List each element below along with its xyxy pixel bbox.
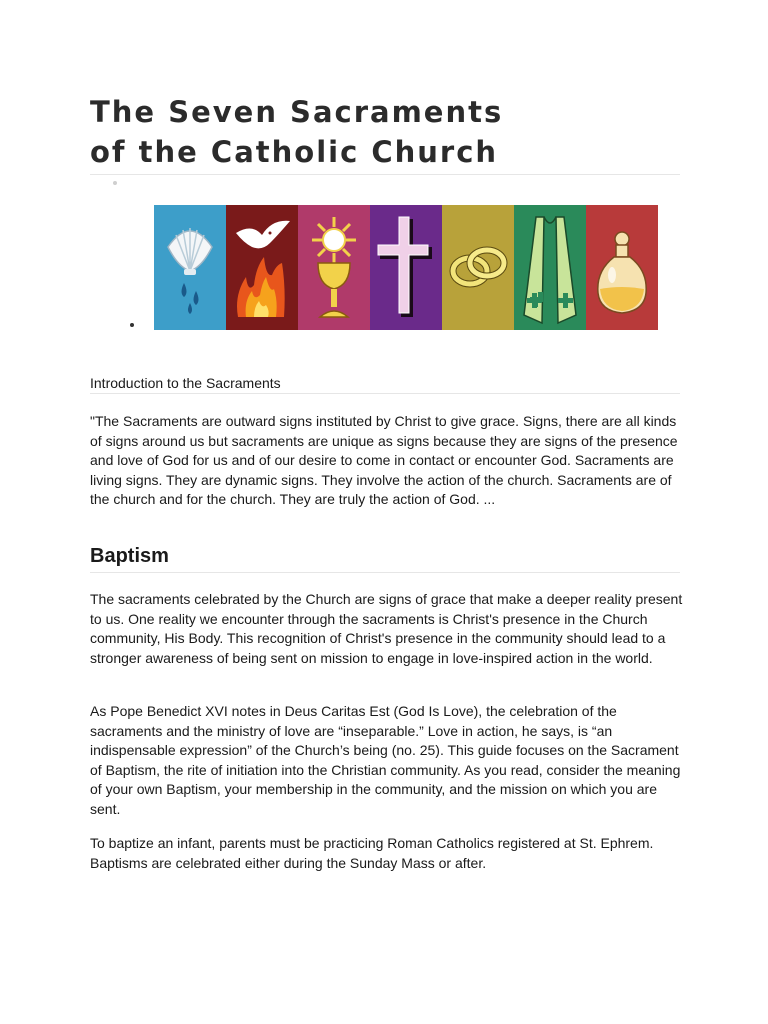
section-heading-baptism: Baptism — [90, 545, 169, 567]
intro-heading: Introduction to the Sacraments — [90, 375, 281, 391]
title-line-1: The Seven Sacraments — [90, 95, 504, 129]
rings-icon — [442, 205, 514, 330]
panel-matrimony — [442, 205, 514, 330]
oil-vessel-icon — [586, 205, 658, 330]
baptism-paragraph-2: As Pope Benedict XVI notes in Deus Caritas Est (God Is Love), the celebration of the sacraments and the ministry of love are “inseparable.” Love in action, he says, is “an indispensable expression” of the Church’s being (no. 25). This guide focuses on the Sacrament of Baptism, the rite of initiation into the Christian community. As you read, consider the meaning of your own Baptism, your membership in the community, and the mission on which you are sent. — [90, 703, 681, 817]
title-line-2: of the Catholic Church — [90, 135, 499, 169]
baptism-paragraph-3: To baptize an infant, parents must be practicing Roman Catholics registered at St. Ephrem. Baptisms are celebrated either during the Sunday Mass or after. — [90, 835, 654, 871]
sacraments-banner-image — [154, 205, 658, 330]
baptism-paragraph-1: The sacraments celebrated by the Church are signs of grace that make a deeper reality present to us. One reality we encounter through the sacraments is Christ's presence in the Church community, His Body. This recognition of Christ's presence in the community should lead to a stronger awareness of being sent on mission to engage in love-inspired action in the world. — [90, 591, 683, 666]
intro-divider — [90, 393, 680, 394]
bullet-dot — [130, 323, 134, 327]
panel-holy-orders — [514, 205, 586, 330]
panel-baptism — [154, 205, 226, 330]
dove-flame-icon — [226, 205, 298, 330]
panel-penance — [370, 205, 442, 330]
page-title — [90, 92, 503, 172]
title-divider — [90, 174, 680, 175]
baptism-divider — [90, 572, 680, 573]
shell-icon — [154, 205, 226, 330]
bullet-dot-empty — [113, 181, 117, 185]
intro-paragraph: "The Sacraments are outward signs instituted by Christ to give grace. Signs, there are all kinds of signs around us but sacraments are unique as signs because they are signs of the presence and love of God for us and of our desire to come in contact or encounter God. Sacraments are living signs. They are dynamic signs. They involve the action of the church. Sacraments are of the church and for the church. They are truly the action of God. ... — [90, 413, 678, 507]
panel-eucharist — [298, 205, 370, 330]
cross-icon — [370, 205, 442, 330]
stole-icon — [514, 205, 586, 330]
panel-anointing — [586, 205, 658, 330]
host-chalice-icon — [298, 205, 370, 330]
panel-confirmation — [226, 205, 298, 330]
